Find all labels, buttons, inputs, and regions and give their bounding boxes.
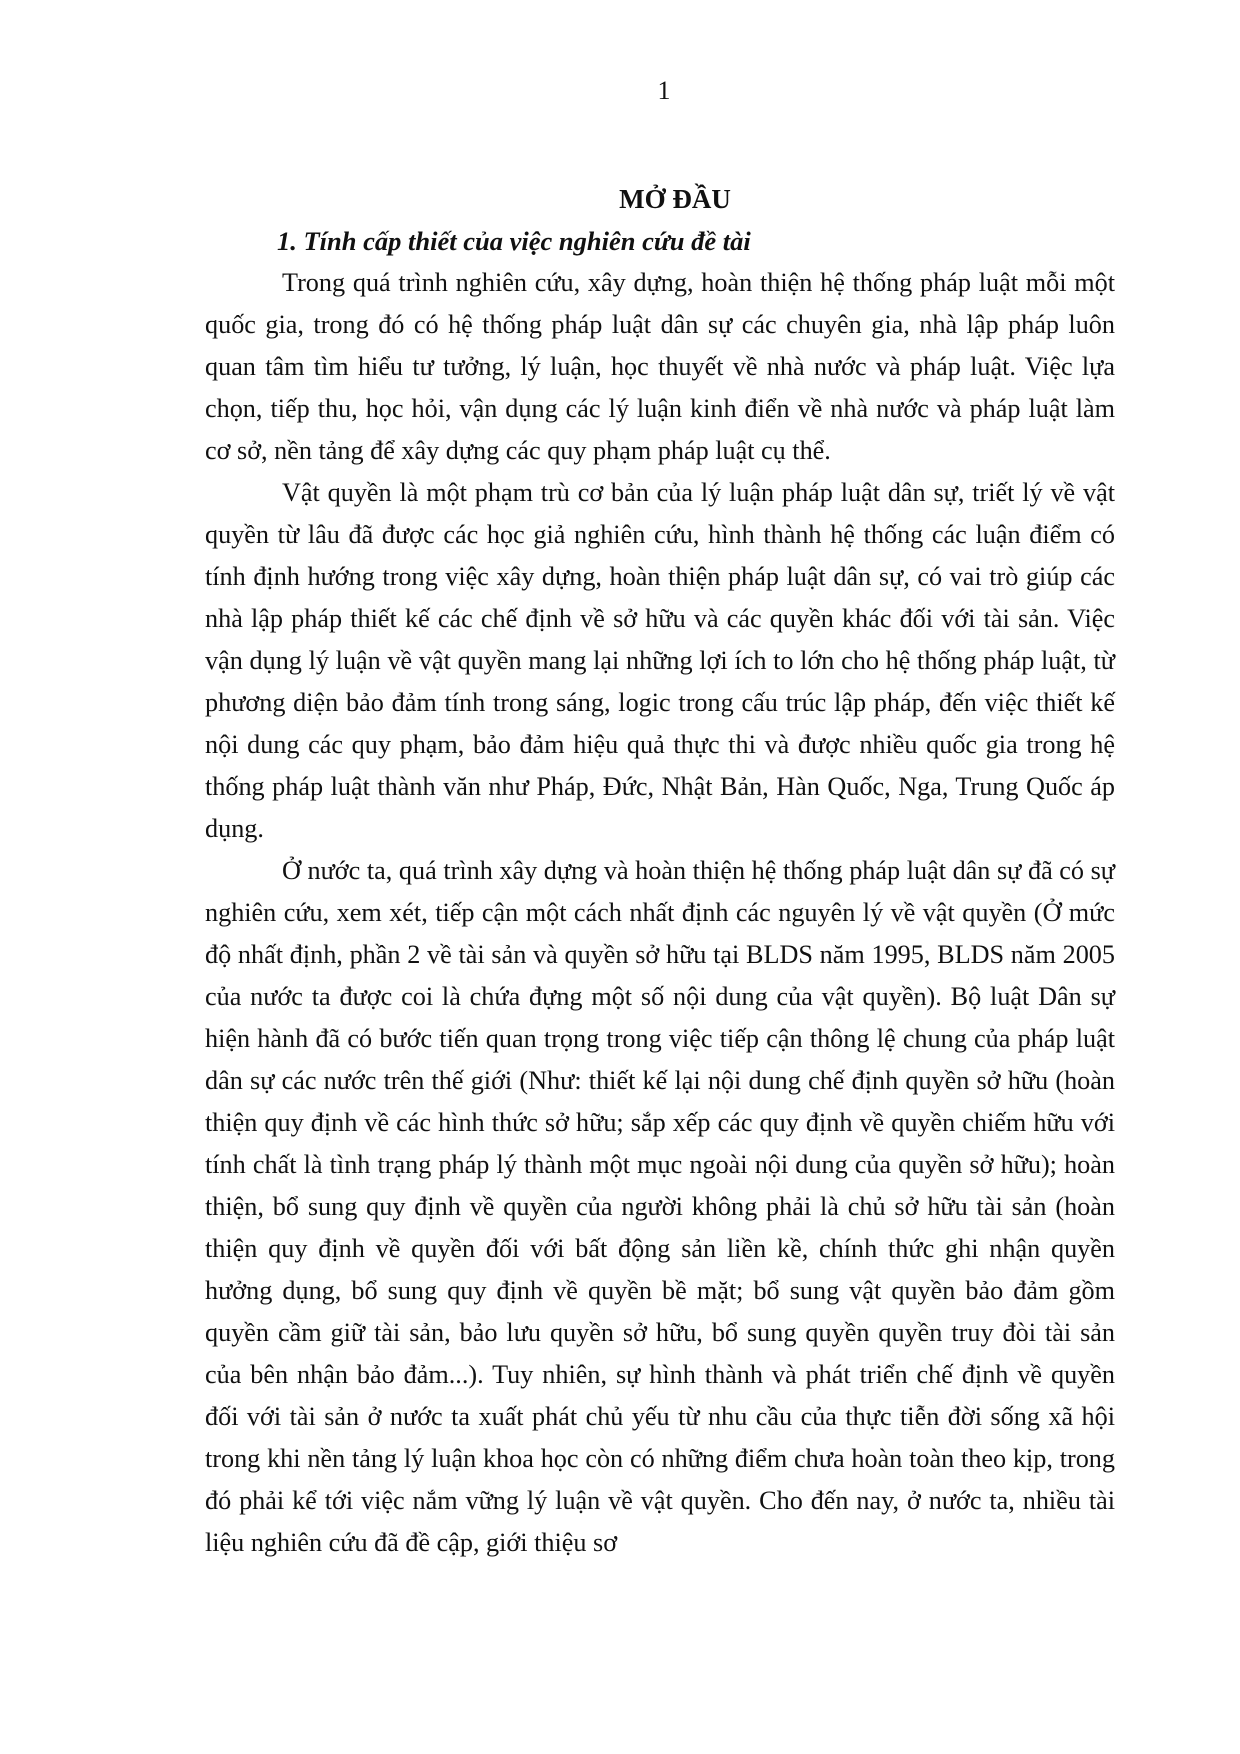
paragraph-2: Vật quyền là một phạm trù cơ bản của lý luận pháp luật dân sự, triết lý về vật quyền từ lâu đã được các học giả nghiên cứu, hình thành hệ thống các luận điểm có tính định hướng trong việc xây dựng, hoàn thiện pháp luật dân sự, có vai trò giúp các nhà lập pháp thiết kế các chế định về sở hữu và các quyền khác đối với tài sản. Việc vận dụng lý luận về vật quyền mang lại những lợi ích to lớn cho hệ thống pháp luật, từ phương diện bảo đảm tính trong sáng, logic trong cấu trúc lập pháp, đến việc thiết kế nội dung các quy phạm, bảo đảm hiệu quả thực thi và được nhiều quốc gia trong hệ thống pháp luật thành văn như Pháp, Đức, Nhật Bản, Hàn Quốc, Nga, Trung Quốc áp dụng. <box>205 478 1115 843</box>
chapter-title: MỞ ĐẦU <box>619 184 731 214</box>
section-heading: 1. Tính cấp thiết của việc nghiên cứu đề tài <box>277 226 751 256</box>
paragraph-1: Trong quá trình nghiên cứu, xây dựng, hoàn thiện hệ thống pháp luật mỗi một quốc gia, trong đó có hệ thống pháp luật dân sự các chuyên gia, nhà lập pháp luôn quan tâm tìm hiểu tư tưởng, lý luận, học thuyết về nhà nước và pháp luật. Việc lựa chọn, tiếp thu, học hỏi, vận dụng các lý luận kinh điển về nhà nước và pháp luật làm cơ sở, nền tảng để xây dựng các quy phạm pháp luật cụ thể. <box>205 268 1115 465</box>
page-number: 1 <box>657 76 671 105</box>
page-content <box>205 178 1115 1564</box>
paragraph-3: Ở nước ta, quá trình xây dựng và hoàn thiện hệ thống pháp luật dân sự đã có sự nghiên cứu, xem xét, tiếp cận một cách nhất định các nguyên lý về vật quyền (Ở mức độ nhất định, phần 2 về tài sản và quyền sở hữu tại BLDS năm 1995, BLDS năm 2005 của nước ta được coi là chứa đựng một số nội dung của vật quyền). Bộ luật Dân sự hiện hành đã có bước tiến quan trọng trong việc tiếp cận thông lệ chung của pháp luật dân sự các nước trên thế giới (Như: thiết kế lại nội dung chế định quyền sở hữu (hoàn thiện quy định về các hình thức sở hữu; sắp xếp các quy định về quyền chiếm hữu với tính chất là tình trạng pháp lý thành một mục ngoài nội dung của quyền sở hữu); hoàn thiện, bổ sung quy định về quyền của người không phải là chủ sở hữu tài sản (hoàn thiện quy định về quyền đối với bất động sản liền kề, chính thức ghi nhận quyền hưởng dụng, bổ sung quy định về quyền bề mặt; bổ sung vật quyền bảo đảm gồm quyền cầm giữ tài sản, bảo lưu quyền sở hữu, bổ sung quyền quyền truy đòi tài sản của bên nhận bảo đảm...). Tuy nhiên, sự hình thành và phát triển chế định về quyền đối với tài sản ở nước ta xuất phát chủ yếu từ nhu cầu của thực tiễn đời sống xã hội trong khi nền tảng lý luận khoa học còn có những điểm chưa hoàn toàn theo kịp, trong đó phải kể tới việc nắm vững lý luận về vật quyền. Cho đến nay, ở nước ta, nhiều tài liệu nghiên cứu đã đề cập, giới thiệu sơ <box>205 856 1115 1557</box>
